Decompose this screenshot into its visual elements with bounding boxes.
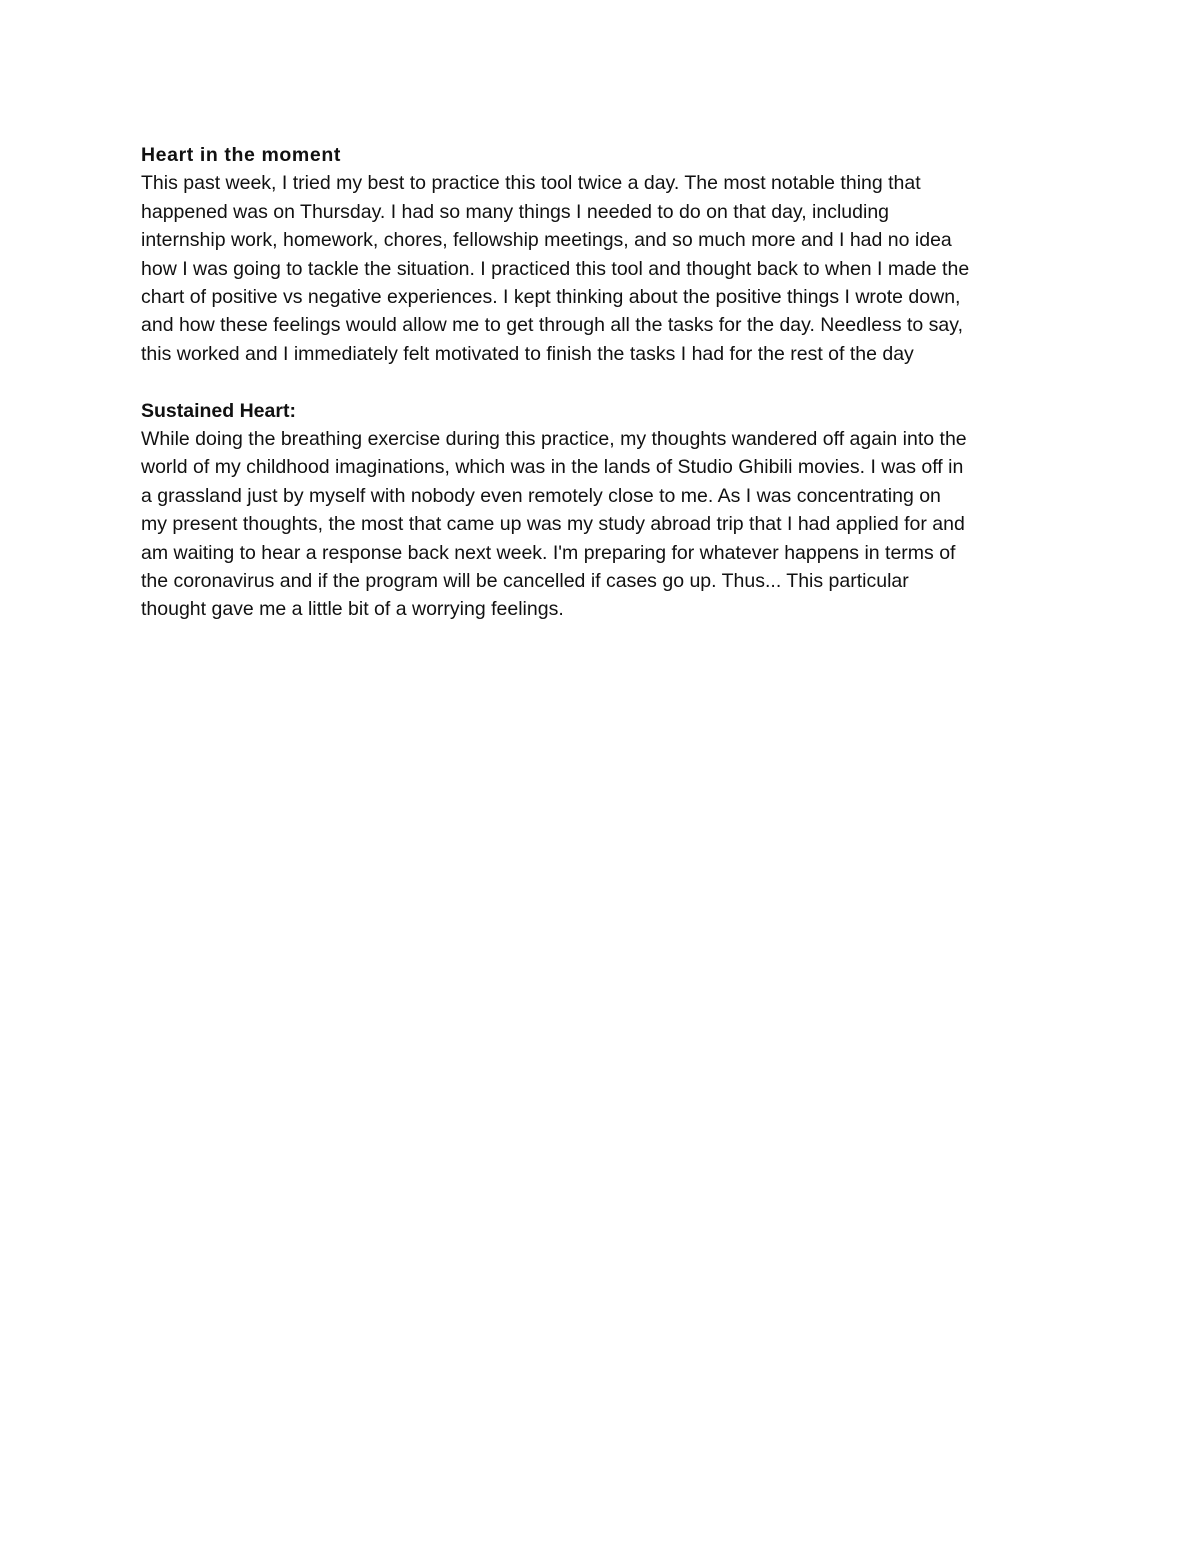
paragraph-line: a grassland just by myself with nobody even remotely close to me. As I was concentrating on (141, 484, 941, 507)
paragraph-line: world of my childhood imaginations, which was in the lands of Studio Ghibili movies. I was off in (141, 456, 964, 479)
section-heading: Sustained Heart: (141, 399, 296, 422)
paragraph-line: This past week, I tried my best to practice this tool twice a day. The most notable thing that (141, 172, 921, 195)
section-heading: Heart in the moment (141, 144, 341, 166)
paragraph-line: how I was going to tackle the situation. I practiced this tool and thought back to when I made the (141, 257, 970, 280)
document-body (141, 141, 1071, 624)
paragraph-line: am waiting to hear a response back next week. I'm preparing for whatever happens in terms of (141, 541, 956, 564)
paragraph-line: chart of positive vs negative experiences. I kept thinking about the positive things I wrote down, (141, 286, 961, 309)
paragraph-line: this worked and I immediately felt motivated to finish the tasks I had for the rest of the day (141, 342, 914, 365)
paragraph-line: my present thoughts, the most that came up was my study abroad trip that I had applied for and (141, 513, 965, 536)
paragraph-line: internship work, homework, chores, fellowship meetings, and so much more and I had no idea (141, 229, 952, 252)
section-heart-in-the-moment (141, 141, 1071, 368)
section-sustained-heart (141, 397, 1071, 624)
paragraph-line: While doing the breathing exercise during this practice, my thoughts wandered off again into the (141, 428, 967, 451)
paragraph-line: happened was on Thursday. I had so many things I needed to do on that day, including (141, 200, 890, 223)
paragraph-line: the coronavirus and if the program will be cancelled if cases go up. Thus... This particular (141, 570, 909, 593)
paragraph-line: thought gave me a little bit of a worrying feelings. (141, 598, 564, 621)
paragraph-line: and how these feelings would allow me to get through all the tasks for the day. Needless to say, (141, 314, 963, 337)
